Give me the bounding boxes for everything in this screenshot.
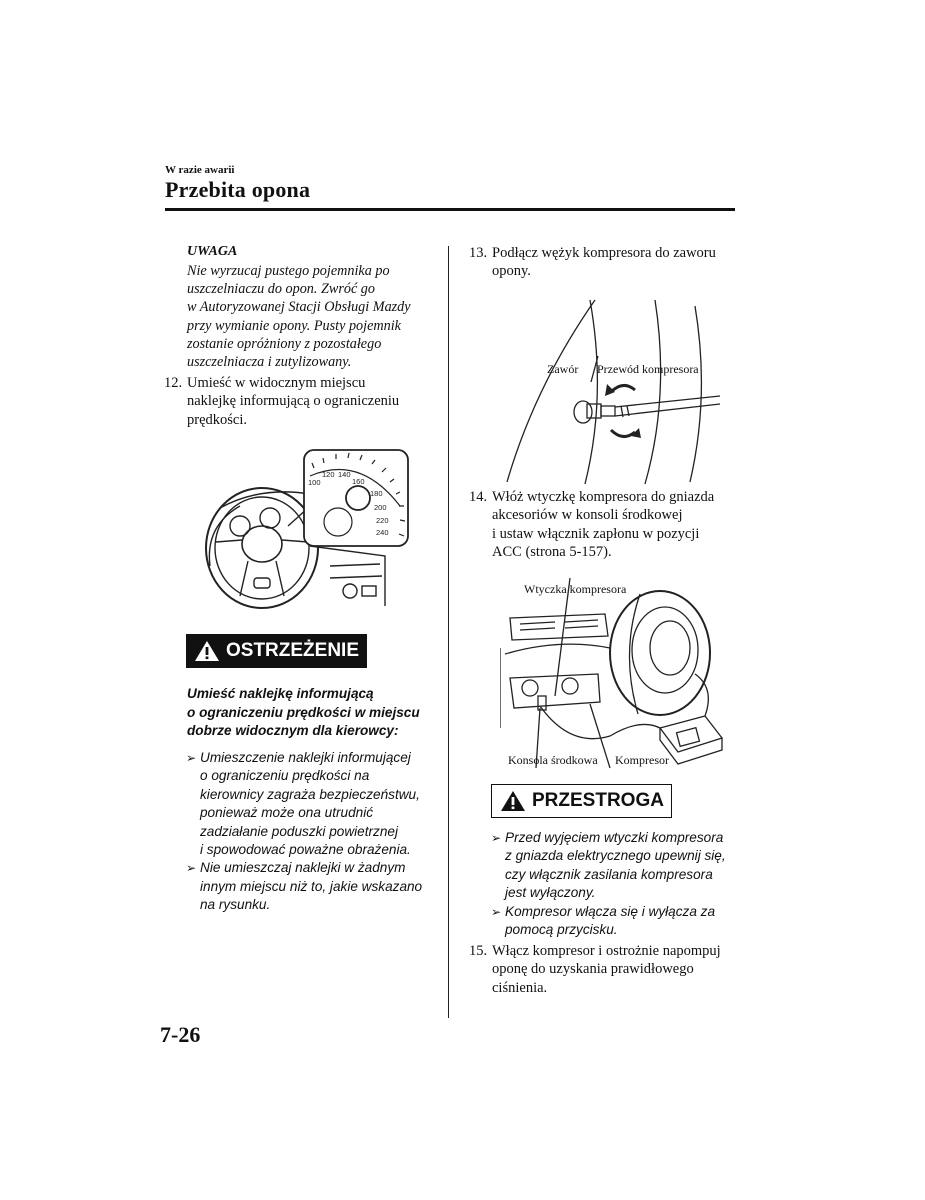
speedo-tick: 100 [308, 478, 321, 487]
valve-hose-figure [495, 296, 720, 486]
bullet-line: Kompresor włącza się i wyłącza za [505, 903, 716, 919]
column-divider [448, 246, 449, 1018]
speedo-tick: 160 [352, 477, 365, 486]
section-label: W razie awarii [165, 164, 235, 176]
speed-sticker-figure [200, 446, 412, 618]
note-line: w Autoryzowanej Stacji Obsługi Mazdy [187, 299, 411, 316]
valve-label: Zawór [547, 362, 579, 376]
step-number: 13. [469, 245, 488, 261]
step-text [492, 244, 716, 281]
note-line: uszczelniaczu do opon. Zwróć go [187, 281, 375, 298]
step-text [187, 374, 399, 429]
bullet-line: Nie umieszczaj naklejki w żadnym [200, 860, 406, 876]
note-line: uszczelniacza i zutylizowany. [187, 354, 352, 371]
bullet-line: kierownicy zagraża bezpieczeństwu, [200, 786, 420, 802]
speedo-tick: 140 [338, 470, 351, 479]
bullet-line: Przed wyjęciem wtyczki kompresora [505, 830, 724, 845]
step-line: prędkości. [187, 411, 247, 428]
warning-label: OSTRZEŻENIE [226, 640, 360, 661]
note-line: zostanie opróżniony z pozostałego [187, 335, 382, 352]
warning-subtitle-line: dobrze widocznym dla kierowcy: [187, 723, 399, 738]
speedo-tick: 180 [370, 489, 383, 498]
caution-bullets [491, 829, 741, 939]
warning-subtitle [187, 685, 432, 741]
compressor-label: Kompresor [615, 753, 669, 767]
bullet-line: ponieważ może ona utrudnić [200, 805, 374, 821]
step-line: akcesoriów w konsoli środkowej [492, 507, 683, 524]
step-15 [469, 942, 739, 1002]
step-13 [469, 244, 739, 284]
caution-label: PRZESTROGA [532, 790, 664, 811]
step-14 [469, 488, 739, 566]
caution-banner [491, 784, 672, 818]
bullet-line: innym miejscu niż to, jakie wskazano [200, 878, 423, 894]
step-line: i ustaw włącznik zapłonu w pozycji [492, 525, 700, 542]
bullet-line: czy włącznik zasilania kompresora [505, 866, 713, 882]
warning-bullet [186, 859, 436, 914]
step-line: oponę do uzyskania prawidłowego [492, 961, 694, 978]
step-line: Umieść w widocznym miejscu [187, 375, 366, 391]
caution-bullet [491, 829, 741, 903]
bullet-line: zadziałanie poduszki powietrznej [200, 823, 398, 839]
bullet-line: i spowodować poważne obrażenia. [200, 842, 411, 858]
step-line: naklejkę informującą o ograniczeniu [187, 393, 400, 410]
bullet-line: o ograniczeniu prędkości na [200, 768, 370, 784]
warning-triangle-icon [194, 640, 220, 662]
step-text [492, 942, 721, 997]
caution-bullet [491, 903, 741, 940]
bullet-arrow-icon: ➢ [186, 751, 197, 765]
warning-subtitle-line: Umieść naklejkę informującą [187, 686, 374, 701]
step-text [492, 488, 714, 562]
step-line: Włóż wtyczkę kompresora do gniazda [492, 489, 715, 505]
bullet-arrow-icon: ➢ [186, 861, 197, 876]
note-heading: UWAGA [187, 244, 238, 259]
page-title: Przebita opona [165, 177, 311, 202]
bullet-line: pomocą przycisku. [505, 922, 618, 938]
page-number: 7-26 [160, 1022, 201, 1047]
caution-triangle-icon [500, 790, 526, 812]
step-12 [164, 374, 434, 434]
bullet-arrow-icon: ➢ [491, 831, 502, 845]
hose-label: Przewód kompresora [597, 362, 699, 376]
speedo-tick: 240 [376, 528, 389, 537]
bullet-line: na rysunku. [200, 897, 271, 913]
step-number: 14. [469, 489, 488, 505]
step-line: ACC (strona 5-157). [492, 544, 612, 561]
bullet-arrow-icon: ➢ [491, 904, 502, 919]
step-line: Podłącz wężyk kompresora do zaworu [492, 245, 716, 261]
note-line: Nie wyrzucaj pustego pojemnika po [187, 263, 390, 279]
bullet-line: Umieszczenie naklejki informującej [200, 750, 411, 765]
warning-banner [186, 634, 367, 668]
console-label: Konsola środkowa [508, 753, 598, 767]
note-body [187, 262, 435, 371]
bullet-line: jest wyłączony. [505, 885, 596, 901]
warning-subtitle-line: o ograniczeniu prędkości w miejscu [187, 704, 420, 720]
step-number: 15. [469, 943, 488, 959]
step-line: Włącz kompresor i ostrożnie napompuj [492, 943, 721, 959]
step-number: 12. [164, 375, 183, 391]
step-line: opony. [492, 263, 531, 280]
title-rule [165, 208, 735, 211]
step-line: ciśnienia. [492, 979, 548, 996]
speedo-tick: 220 [376, 516, 389, 525]
note-line: przy wymianie opony. Pusty pojemnik [187, 317, 401, 334]
speedo-tick: 200 [374, 503, 387, 512]
bullet-line: z gniazda elektrycznego upewnij się, [505, 848, 726, 864]
compressor-figure [500, 578, 725, 773]
plug-label: Wtyczka kompresora [524, 582, 627, 596]
warning-bullets [186, 749, 436, 915]
warning-bullet [186, 749, 436, 859]
speedo-tick: 120 [322, 470, 335, 479]
